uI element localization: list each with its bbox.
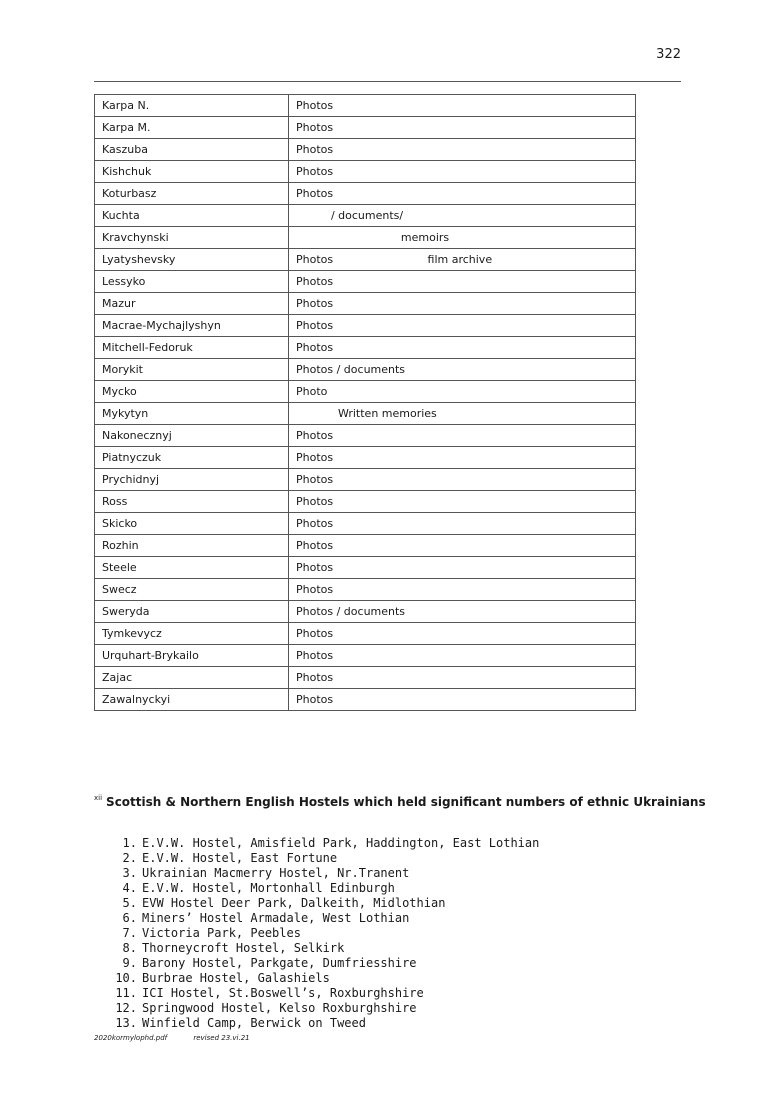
record-material: Photos — [289, 579, 636, 601]
table-row — [95, 337, 636, 359]
record-material: Photos — [289, 425, 636, 447]
record-material: Photos — [289, 161, 636, 183]
records-table-body — [95, 95, 636, 711]
record-name: Sweryda — [95, 601, 289, 623]
record-name: Kishchuk — [95, 161, 289, 183]
record-name: Macrae-Mychajlyshyn — [95, 315, 289, 337]
list-item-number: 10. — [115, 971, 137, 985]
record-name: Zajac — [95, 667, 289, 689]
list-item-number: 3. — [122, 866, 137, 880]
list-item-number: 5. — [122, 896, 137, 910]
list-item — [94, 986, 539, 1001]
list-item — [94, 911, 539, 926]
list-item-number: 2. — [122, 851, 137, 865]
list-item-text: E.V.W. Hostel, East Fortune — [142, 851, 338, 865]
record-name: Lyatyshevsky — [95, 249, 289, 271]
record-material: Written memories — [289, 403, 636, 425]
record-name: Mazur — [95, 293, 289, 315]
table-row — [95, 227, 636, 249]
list-item-text: Barony Hostel, Parkgate, Dumfriesshire — [142, 956, 417, 970]
record-material: Photos — [289, 337, 636, 359]
record-name: Steele — [95, 557, 289, 579]
record-material: Photos film archive — [289, 249, 636, 271]
record-material: Photos — [289, 513, 636, 535]
record-material: Photos / documents — [289, 601, 636, 623]
list-item — [94, 971, 539, 986]
list-item-number: 4. — [122, 881, 137, 895]
record-name: Kravchynski — [95, 227, 289, 249]
table-row — [95, 447, 636, 469]
record-material: Photos — [289, 645, 636, 667]
record-name: Kuchta — [95, 205, 289, 227]
list-item-number: 6. — [122, 911, 137, 925]
record-name: Mykytyn — [95, 403, 289, 425]
table-row — [95, 95, 636, 117]
list-item — [94, 896, 539, 911]
list-item — [94, 851, 539, 866]
table-row — [95, 205, 636, 227]
table-row — [95, 689, 636, 711]
header-rule — [94, 81, 681, 82]
record-name: Kaszuba — [95, 139, 289, 161]
record-material: memoirs — [289, 227, 636, 249]
table-row — [95, 557, 636, 579]
record-material: Photos — [289, 689, 636, 711]
list-item — [94, 941, 539, 956]
page-number: 322 — [656, 47, 681, 62]
record-material: Photos — [289, 469, 636, 491]
record-name: Skicko — [95, 513, 289, 535]
record-name: Swecz — [95, 579, 289, 601]
record-name: Lessyko — [95, 271, 289, 293]
list-item — [94, 881, 539, 896]
record-name: Rozhin — [95, 535, 289, 557]
table-row — [95, 579, 636, 601]
record-material: Photos — [289, 117, 636, 139]
table-row — [95, 381, 636, 403]
record-material: Photos — [289, 557, 636, 579]
record-material: Photo — [289, 381, 636, 403]
list-item-number: 13. — [115, 1016, 137, 1030]
record-name: Piatnyczuk — [95, 447, 289, 469]
record-name: Zawalnyckyi — [95, 689, 289, 711]
record-name: Karpa M. — [95, 117, 289, 139]
footnote-heading — [94, 794, 706, 809]
list-item — [94, 1016, 539, 1031]
record-name: Mitchell-Fedoruk — [95, 337, 289, 359]
list-item-text: E.V.W. Hostel, Amisfield Park, Haddington, East Lothian — [142, 836, 540, 850]
table-row — [95, 491, 636, 513]
list-item — [94, 836, 539, 851]
list-item-number: 8. — [122, 941, 137, 955]
list-item-text: Victoria Park, Peebles — [142, 926, 301, 940]
table-row — [95, 645, 636, 667]
table-row — [95, 315, 636, 337]
table-row — [95, 249, 636, 271]
table-row — [95, 535, 636, 557]
list-item-text: Thorneycroft Hostel, Selkirk — [142, 941, 345, 955]
list-item-text: Ukrainian Macmerry Hostel, Nr.Tranent — [142, 866, 410, 880]
record-name: Urquhart-Brykailo — [95, 645, 289, 667]
record-material: Photos / documents — [289, 359, 636, 381]
list-item — [94, 926, 539, 941]
list-item-text: EVW Hostel Deer Park, Dalkeith, Midlothian — [142, 896, 446, 910]
footnote-marker: xii — [94, 794, 103, 802]
list-item — [94, 866, 539, 881]
list-item-number: 1. — [122, 836, 137, 850]
record-material: Photos — [289, 535, 636, 557]
record-name: Tymkevycz — [95, 623, 289, 645]
table-row — [95, 469, 636, 491]
record-material: Photos — [289, 95, 636, 117]
list-item-text: Burbrae Hostel, Galashiels — [142, 971, 330, 985]
table-row — [95, 623, 636, 645]
table-row — [95, 183, 636, 205]
list-item-text: Winfield Camp, Berwick on Tweed — [142, 1016, 366, 1030]
list-item-text: Miners’ Hostel Armadale, West Lothian — [142, 911, 410, 925]
table-row — [95, 139, 636, 161]
record-material: Photos — [289, 183, 636, 205]
record-name: Mycko — [95, 381, 289, 403]
table-row — [95, 359, 636, 381]
table-row — [95, 601, 636, 623]
record-name: Prychidnyj — [95, 469, 289, 491]
list-item-number: 9. — [122, 956, 137, 970]
footer-revision: revised 23.vi.21 — [193, 1034, 250, 1042]
hostel-list — [94, 836, 539, 1031]
table-row — [95, 513, 636, 535]
table-row — [95, 425, 636, 447]
list-item-number: 12. — [115, 1001, 137, 1015]
record-material: Photos — [289, 491, 636, 513]
record-name: Koturbasz — [95, 183, 289, 205]
record-material: Photos — [289, 315, 636, 337]
record-name: Morykit — [95, 359, 289, 381]
record-material: Photos — [289, 623, 636, 645]
table-row — [95, 117, 636, 139]
list-item-text: E.V.W. Hostel, Mortonhall Edinburgh — [142, 881, 395, 895]
table-row — [95, 293, 636, 315]
record-name: Ross — [95, 491, 289, 513]
record-material: / documents/ — [289, 205, 636, 227]
record-name: Nakonecznyj — [95, 425, 289, 447]
footnote-heading-text: Scottish & Northern English Hostels which held significant numbers of ethnic Ukrainians — [106, 795, 706, 809]
record-material: Photos — [289, 271, 636, 293]
record-name: Karpa N. — [95, 95, 289, 117]
footer-filename: 2020kormylophd.pdf — [94, 1034, 168, 1042]
table-row — [95, 403, 636, 425]
list-item-number: 11. — [115, 986, 137, 1000]
document-footer — [94, 1034, 274, 1042]
list-item — [94, 956, 539, 971]
record-material: Photos — [289, 293, 636, 315]
records-table — [94, 94, 636, 711]
table-row — [95, 667, 636, 689]
record-material: Photos — [289, 447, 636, 469]
list-item — [94, 1001, 539, 1016]
record-material: Photos — [289, 139, 636, 161]
list-item-text: Springwood Hostel, Kelso Roxburghshire — [142, 1001, 417, 1015]
list-item-number: 7. — [122, 926, 137, 940]
table-row — [95, 271, 636, 293]
record-material: Photos — [289, 667, 636, 689]
table-row — [95, 161, 636, 183]
list-item-text: ICI Hostel, St.Boswell’s, Roxburghshire — [142, 986, 424, 1000]
